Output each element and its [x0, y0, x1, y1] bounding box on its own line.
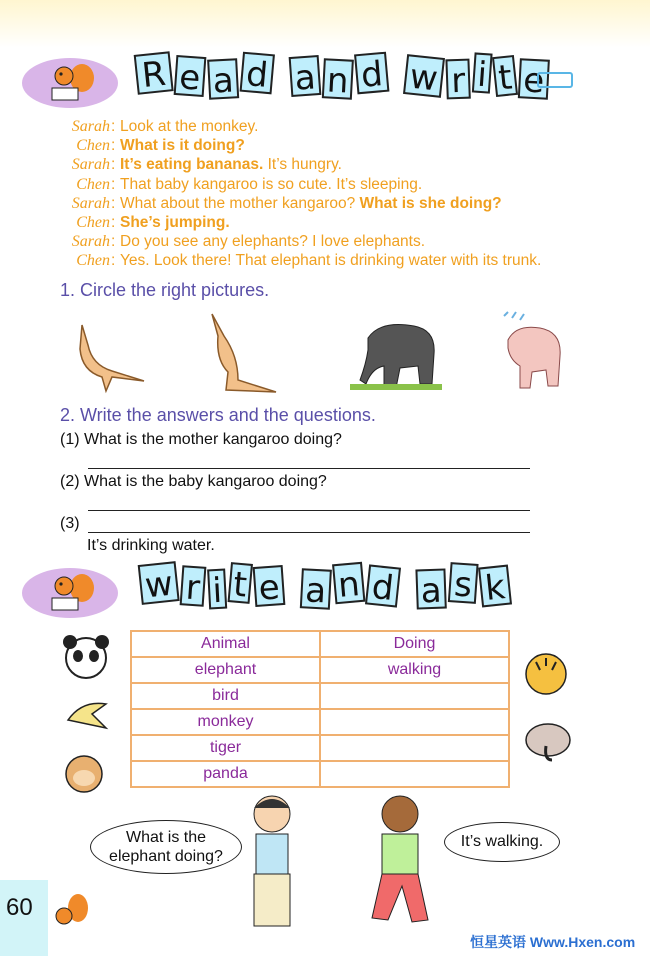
title-letter-tile: r — [445, 59, 470, 100]
speaker-name: Sarah — [71, 156, 110, 174]
doing-cell[interactable] — [320, 709, 509, 735]
dialogue-text: She’s jumping. — [120, 214, 230, 231]
title-letter-tile: R — [134, 51, 174, 95]
title-letter-tile: a — [415, 568, 446, 609]
doing-cell[interactable] — [320, 683, 509, 709]
speaker-colon: : — [111, 233, 116, 251]
squirrel-badge-2 — [22, 568, 118, 618]
page-number-box — [0, 880, 48, 956]
title-letter-tile: t — [492, 55, 518, 97]
speaker-colon: : — [111, 118, 116, 135]
speaker-name: Sarah — [71, 194, 110, 212]
boy-right-illustration — [358, 790, 442, 930]
bubble-left-text: What is the elephant doing? — [109, 829, 223, 865]
animal-cell: monkey — [131, 709, 320, 735]
page-number: 60 — [6, 894, 33, 921]
dialogue-line — [0, 195, 650, 214]
squirrel-writing-icon — [22, 568, 118, 618]
dialogue-text: Do you see any elephants? I love elephants. — [120, 233, 426, 251]
task-write-answers: 2. Write the answers and the questions. — [60, 405, 376, 425]
squirrel-badge — [22, 58, 118, 108]
squirrel-writing-icon — [22, 58, 118, 108]
table-row — [131, 657, 509, 683]
doing-cell[interactable] — [320, 735, 509, 761]
dialogue-line — [0, 214, 650, 233]
speaker-colon: : — [111, 156, 116, 174]
answer-3: It’s drinking water. — [87, 537, 215, 554]
title-letter-tile: s — [448, 562, 479, 604]
dialogue-line — [0, 118, 650, 137]
title-letter-tile: d — [354, 52, 389, 95]
tiger-icon — [518, 648, 574, 700]
question-1: (1) What is the mother kangaroo doing? — [60, 431, 342, 448]
dialogue-line — [0, 176, 650, 195]
panda-icon — [60, 632, 112, 680]
speaker-name: Sarah — [71, 118, 110, 135]
title-letter-tile: k — [478, 565, 512, 608]
doing-cell[interactable] — [320, 761, 509, 787]
dialogue-text: What about the mother kangaroo? What is she doing? — [120, 194, 502, 212]
bubble-right-text: It’s walking. — [460, 833, 544, 850]
speaker-colon: : — [111, 252, 116, 270]
animal-cell: bird — [131, 683, 320, 709]
dialogue-text: Yes. Look there! That elephant is drinking water with its trunk. — [120, 252, 542, 270]
speaker-colon: : — [111, 175, 116, 193]
dialogue-text: That baby kangaroo is so cute. It’s sleeping. — [120, 175, 423, 193]
title-letter-tile: n — [322, 58, 354, 100]
elephant-icon — [520, 718, 576, 764]
watermark-footer: 恒星英语 Www.Hxen.com — [470, 934, 636, 950]
squirrel-icon — [50, 890, 92, 936]
animal-doing-table — [130, 630, 510, 788]
speaker-colon: : — [111, 194, 116, 212]
dialogue-line — [0, 156, 650, 175]
title-letter-tile: e — [518, 58, 550, 100]
title-letter-tile: i — [207, 569, 227, 610]
title-letter-tile: d — [240, 52, 275, 95]
speaker-name: Chen — [76, 175, 110, 193]
table-row — [131, 735, 509, 761]
dialogue-line — [0, 137, 650, 156]
read-and-write-title — [136, 53, 552, 102]
title-letter-tile: t — [228, 562, 253, 604]
table-row — [131, 709, 509, 735]
monkey-icon — [56, 752, 112, 796]
title-letter-tile: e — [174, 55, 207, 97]
speaker-name: Chen — [76, 252, 110, 270]
speaker-name: Sarah — [71, 233, 110, 251]
title-letter-tile: i — [472, 52, 493, 93]
write-and-ask-title — [140, 563, 513, 612]
kangaroo-standing-picture[interactable] — [190, 310, 290, 396]
title-letter-tile: d — [365, 564, 401, 607]
title-letter-tile: a — [207, 58, 239, 100]
animal-cell: elephant — [131, 657, 320, 683]
elephant-drinking-picture[interactable] — [490, 310, 570, 392]
title-letter-tile: e — [253, 565, 286, 607]
doing-cell: Doing — [320, 631, 509, 657]
task-circle-pictures: 1. Circle the right pictures. — [60, 280, 270, 300]
title-letter-tile: r — [180, 565, 207, 607]
title-letter-tile: n — [332, 562, 365, 604]
speaker-colon: : — [111, 214, 116, 231]
top-band — [0, 0, 650, 48]
dialogue-line — [0, 233, 650, 252]
speaker-name: Chen — [76, 137, 110, 155]
animal-cell: panda — [131, 761, 320, 787]
title-letter-tile: w — [138, 561, 180, 605]
question-line-3[interactable] — [88, 532, 530, 533]
speaker-name: Chen — [76, 214, 110, 231]
title-letter-tile: a — [289, 55, 322, 97]
dialogue-line — [0, 252, 650, 271]
bird-icon — [62, 690, 112, 736]
title-letter-tile: w — [403, 54, 445, 98]
speech-bubble-left — [90, 820, 242, 874]
doing-cell: walking — [320, 657, 509, 683]
speaker-colon: : — [111, 137, 116, 155]
answer-line-1[interactable] — [88, 468, 530, 469]
elephant-walking-picture[interactable] — [350, 318, 442, 392]
kangaroo-jumping-picture[interactable] — [62, 315, 152, 395]
table-row — [131, 683, 509, 709]
title-letter-tile: a — [300, 568, 332, 610]
cassette-icon — [537, 72, 573, 88]
question-3: (3) — [60, 515, 80, 532]
animal-cell: tiger — [131, 735, 320, 761]
table-header-row — [131, 631, 509, 657]
animal-cell: Animal — [131, 631, 320, 657]
answer-line-2[interactable] — [88, 510, 530, 511]
question-2: (2) What is the baby kangaroo doing? — [60, 473, 327, 490]
dialogue-text: Look at the monkey. — [120, 118, 259, 135]
dialogue-text: It’s eating bananas. It’s hungry. — [120, 156, 342, 174]
speech-bubble-right — [444, 822, 560, 862]
boy-left-illustration — [238, 790, 308, 936]
dialogue-text: What is it doing? — [120, 137, 245, 155]
table-row — [131, 761, 509, 787]
